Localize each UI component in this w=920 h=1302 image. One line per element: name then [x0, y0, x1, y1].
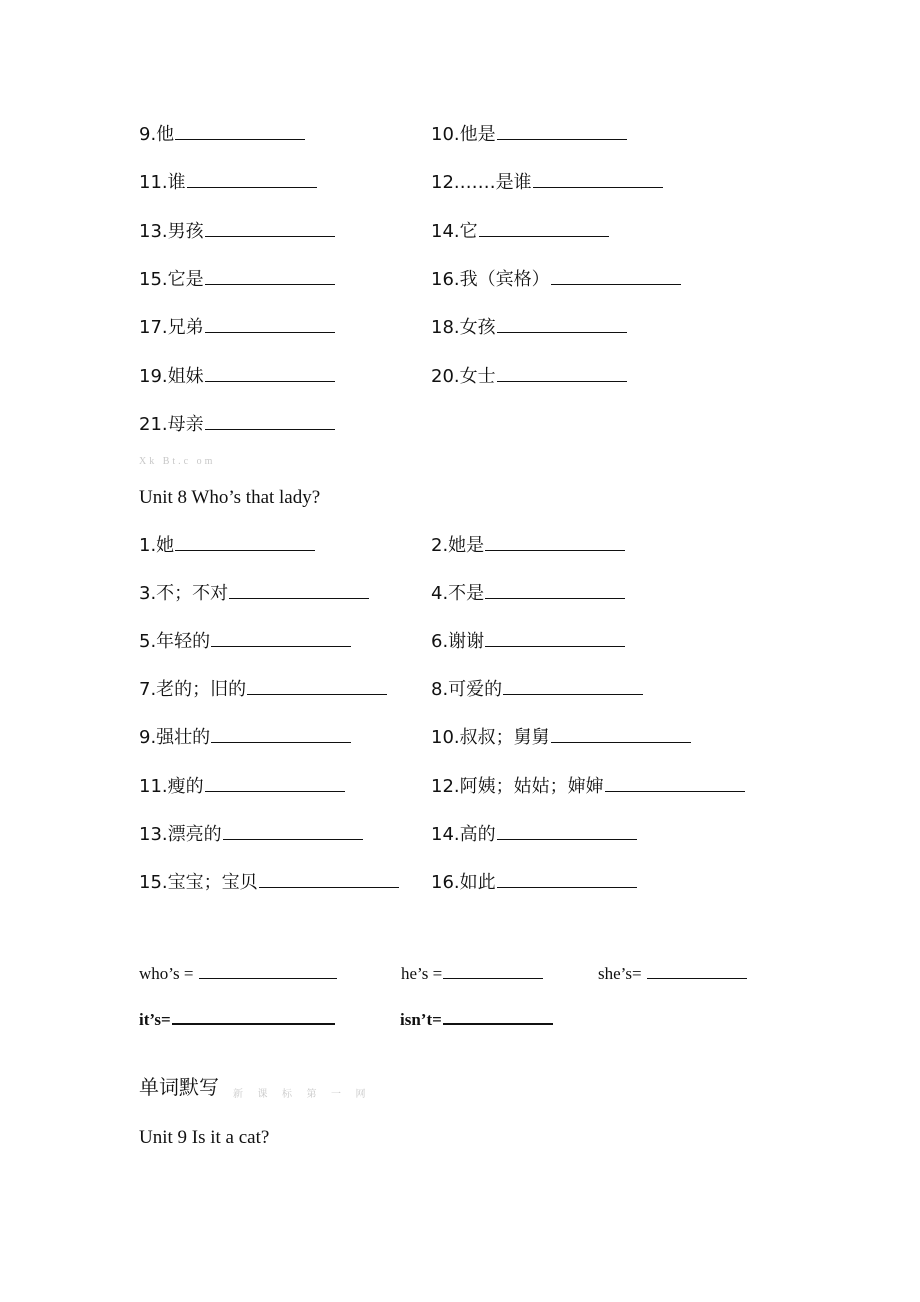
answer-blank[interactable]	[533, 169, 663, 188]
vocab-prompt: 18.女孩	[431, 317, 496, 338]
contraction-label: he’s =	[401, 964, 443, 983]
answer-blank[interactable]	[551, 266, 681, 285]
vocab-row	[0, 580, 920, 610]
answer-blank[interactable]	[205, 773, 345, 792]
vocab-item	[431, 266, 681, 294]
answer-blank[interactable]	[205, 363, 335, 382]
contraction-label: isn’t=	[400, 1010, 442, 1029]
vocab-row	[0, 218, 920, 248]
answer-blank[interactable]	[223, 821, 363, 840]
answer-blank[interactable]	[497, 869, 637, 888]
vocab-item	[431, 532, 625, 560]
vocab-prompt: 6.谢谢	[431, 631, 485, 652]
answer-blank[interactable]	[497, 821, 637, 840]
contraction-its	[139, 1007, 335, 1033]
answer-blank[interactable]	[211, 724, 351, 743]
vocab-item	[139, 121, 305, 149]
contraction-isnt	[400, 1007, 553, 1033]
answer-blank[interactable]	[205, 314, 335, 333]
vocab-item	[139, 266, 335, 294]
vocab-prompt: 13.男孩	[139, 221, 204, 242]
vocab-item	[139, 314, 335, 342]
vocab-prompt: 16.如此	[431, 872, 496, 893]
vocab-row	[0, 314, 920, 344]
vocab-prompt: 10.叔叔；舅舅	[431, 727, 550, 748]
answer-blank[interactable]	[175, 121, 305, 140]
vocab-row	[0, 532, 920, 562]
vocab-prompt: 9.强壮的	[139, 727, 211, 748]
vocab-item	[431, 363, 627, 391]
vocab-prompt: 2.她是	[431, 535, 485, 556]
vocab-prompt: 10.他是	[431, 124, 496, 145]
vocab-prompt: 8.可爱的	[431, 679, 503, 700]
vocab-item	[139, 169, 317, 197]
vocab-item	[431, 676, 643, 704]
vocab-item	[139, 869, 399, 897]
vocab-item	[431, 821, 637, 849]
answer-blank[interactable]	[205, 411, 335, 430]
answer-blank[interactable]	[172, 1008, 335, 1025]
vocab-item	[431, 869, 637, 897]
answer-blank[interactable]	[229, 580, 369, 599]
answer-blank[interactable]	[605, 773, 745, 792]
vocab-prompt: 15.宝宝；宝贝	[139, 872, 258, 893]
vocab-item	[139, 411, 335, 439]
dictation-title: 单词默写	[139, 1075, 219, 1099]
answer-blank[interactable]	[247, 676, 387, 695]
unit8-title: Unit 8 Who’s that lady?	[139, 487, 321, 508]
unit9-title: Unit 9 Is it a cat?	[139, 1127, 270, 1148]
contraction-label: who’s =	[139, 964, 194, 983]
vocab-item	[139, 724, 351, 752]
vocab-prompt: 12.……是谁	[431, 172, 532, 193]
vocab-row	[0, 724, 920, 754]
vocab-prompt: 11.瘦的	[139, 776, 204, 797]
vocab-item	[431, 724, 691, 752]
answer-blank[interactable]	[485, 628, 625, 647]
vocab-prompt: 9.他	[139, 124, 175, 145]
vocab-prompt: 16.我（宾格）	[431, 269, 550, 290]
vocab-row	[0, 169, 920, 199]
vocab-item	[431, 580, 625, 608]
vocab-prompt: 3.不；不对	[139, 583, 229, 604]
vocab-prompt: 14.它	[431, 221, 478, 242]
vocab-item	[431, 169, 663, 197]
vocab-prompt: 13.漂亮的	[139, 824, 222, 845]
contraction-hes	[401, 961, 543, 987]
vocab-prompt: 15.它是	[139, 269, 204, 290]
answer-blank[interactable]	[443, 1008, 553, 1025]
vocab-prompt: 20.女士	[431, 366, 496, 387]
vocab-item	[431, 121, 627, 149]
answer-blank[interactable]	[485, 580, 625, 599]
vocab-item	[139, 628, 351, 656]
vocab-item	[139, 363, 335, 391]
vocab-item	[431, 628, 625, 656]
answer-blank[interactable]	[211, 628, 351, 647]
vocab-prompt: 19.姐妹	[139, 366, 204, 387]
vocab-prompt: 21.母亲	[139, 414, 204, 435]
answer-blank[interactable]	[205, 218, 335, 237]
vocab-prompt: 5.年轻的	[139, 631, 211, 652]
vocab-row	[0, 821, 920, 851]
contraction-label: she’s=	[598, 964, 642, 983]
watermark: Xk Bt.c om	[139, 456, 216, 467]
answer-blank[interactable]	[175, 532, 315, 551]
vocab-prompt: 14.高的	[431, 824, 496, 845]
vocab-row	[0, 411, 920, 441]
vocab-prompt: 7.老的；旧的	[139, 679, 247, 700]
vocab-row	[0, 121, 920, 151]
vocab-prompt: 12.阿姨；姑姑；婶婶	[431, 776, 604, 797]
vocab-row	[0, 773, 920, 803]
answer-blank[interactable]	[187, 169, 317, 188]
answer-blank[interactable]	[497, 314, 627, 333]
contraction-label: it’s=	[139, 1010, 171, 1029]
answer-blank[interactable]	[497, 121, 627, 140]
answer-blank[interactable]	[259, 869, 399, 888]
watermark: 新 课 标 第 一 网	[233, 1089, 372, 1100]
vocab-item	[139, 821, 363, 849]
answer-blank[interactable]	[443, 963, 543, 979]
contraction-whos	[139, 961, 337, 987]
vocab-row	[0, 266, 920, 296]
vocab-item	[431, 218, 609, 246]
vocab-prompt: 4.不是	[431, 583, 485, 604]
answer-blank[interactable]	[551, 724, 691, 743]
vocab-item	[139, 532, 315, 560]
vocab-item	[139, 580, 369, 608]
vocab-prompt: 11.谁	[139, 172, 186, 193]
vocab-row	[0, 676, 920, 706]
answer-blank[interactable]	[497, 363, 627, 382]
vocab-item	[139, 676, 387, 704]
answer-blank[interactable]	[479, 218, 609, 237]
answer-blank[interactable]	[503, 676, 643, 695]
answer-blank[interactable]	[485, 532, 625, 551]
vocab-item	[139, 773, 345, 801]
answer-blank[interactable]	[205, 266, 335, 285]
contraction-shes	[598, 961, 747, 987]
vocab-row	[0, 628, 920, 658]
answer-blank[interactable]	[199, 963, 337, 979]
vocab-row	[0, 363, 920, 393]
vocab-item	[139, 218, 335, 246]
vocab-item	[431, 314, 627, 342]
answer-blank[interactable]	[647, 963, 747, 979]
vocab-row	[0, 869, 920, 899]
vocab-item	[431, 773, 745, 801]
vocab-prompt: 1.她	[139, 535, 175, 556]
vocab-prompt: 17.兄弟	[139, 317, 204, 338]
